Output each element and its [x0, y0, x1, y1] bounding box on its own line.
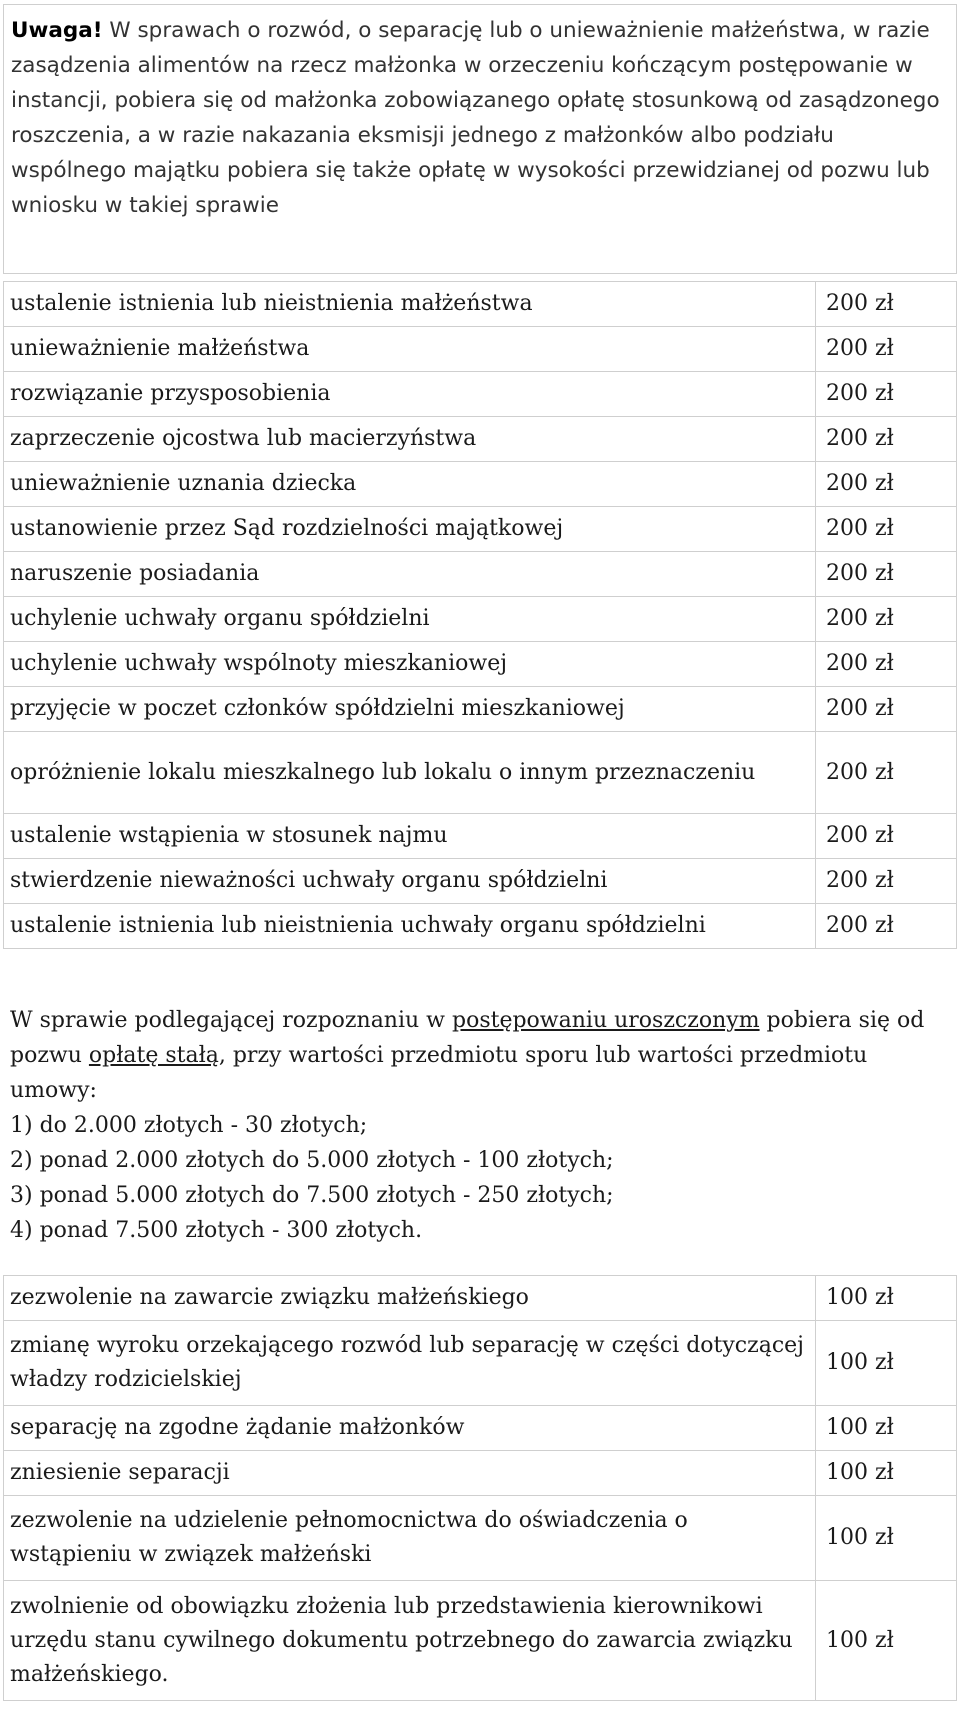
fee-value: 100 zł [816, 1581, 957, 1701]
summary-part-2: pobiera się od pozwu [10, 1008, 925, 1068]
fee-value: 200 zł [816, 552, 957, 597]
table-row [4, 687, 957, 732]
table-row [4, 1451, 957, 1496]
fee-value: 100 zł [816, 1496, 957, 1581]
fee-label: zniesienie separacji [4, 1451, 816, 1496]
table-row [4, 642, 957, 687]
fee-value: 100 zł [816, 1451, 957, 1496]
fee-value: 200 zł [816, 462, 957, 507]
table-row [4, 507, 957, 552]
fee-value: 200 zł [816, 507, 957, 552]
table-row [4, 1321, 957, 1406]
table-row [4, 1276, 957, 1321]
fee-value: 200 zł [816, 282, 957, 327]
table-row [4, 1496, 957, 1581]
fee-value: 200 zł [816, 372, 957, 417]
fee-label: uchylenie uchwały wspólnoty mieszkaniowej [4, 642, 816, 687]
table-row [4, 1581, 957, 1701]
fee-value: 200 zł [816, 904, 957, 949]
fee-label: zwolnienie od obowiązku złożenia lub przedstawienia kierownikowi urzędu stanu cywilnego dokumentu potrzebnego do zawarcia związku małżeńskiego. [4, 1581, 816, 1701]
summary-item: 4) ponad 7.500 złotych - 300 złotych. [10, 1218, 423, 1243]
summary-item: 2) ponad 2.000 złotych do 5.000 złotych - 100 złotych; [10, 1148, 614, 1173]
table-row [4, 462, 957, 507]
fee-label: ustalenie wstąpienia w stosunek najmu [4, 814, 816, 859]
table-row [4, 282, 957, 327]
table-row [4, 732, 957, 814]
fee-value: 100 zł [816, 1406, 957, 1451]
table-row [4, 417, 957, 462]
fee-value: 200 zł [816, 687, 957, 732]
fee-label: separację na zgodne żądanie małżonków [4, 1406, 816, 1451]
fee-label: przyjęcie w poczet członków spółdzielni mieszkaniowej [4, 687, 816, 732]
fee-label: ustalenie istnienia lub nieistnienia uchwały organu spółdzielni [4, 904, 816, 949]
table-row [4, 327, 957, 372]
fee-value: 200 zł [816, 732, 957, 814]
fee-value: 100 zł [816, 1276, 957, 1321]
fee-label: unieważnienie uznania dziecka [4, 462, 816, 507]
summary-text [10, 1003, 950, 1108]
fee-value: 200 zł [816, 859, 957, 904]
fee-label: opróżnienie lokalu mieszkalnego lub lokalu o innym przeznaczeniu [4, 732, 816, 814]
table-row [4, 904, 957, 949]
summary-part-3: , przy wartości przedmiotu sporu lub wartości przedmiotu umowy: [10, 1043, 868, 1103]
fees-table-100 [3, 1275, 957, 1701]
fee-label: naruszenie posiadania [4, 552, 816, 597]
link-oplata-stala[interactable]: opłatę stałą [88, 1043, 219, 1068]
summary-part-1: W sprawie podlegającej rozpoznaniu w [10, 1008, 452, 1033]
summary-paragraph [3, 998, 957, 1275]
summary-item: 1) do 2.000 złotych - 30 złotych; [10, 1113, 368, 1138]
fee-value: 200 zł [816, 597, 957, 642]
table-row [4, 597, 957, 642]
intro-note [3, 4, 957, 274]
fee-label: zmianę wyroku orzekającego rozwód lub separację w części dotyczącej władzy rodzicielskiej [4, 1321, 816, 1406]
fee-value: 100 zł [816, 1321, 957, 1406]
warning-label: Uwaga! [11, 18, 103, 43]
fee-label: ustanowienie przez Sąd rozdzielności majątkowej [4, 507, 816, 552]
fee-label: zaprzeczenie ojcostwa lub macierzyństwa [4, 417, 816, 462]
summary-item: 3) ponad 5.000 złotych do 7.500 złotych - 250 złotych; [10, 1183, 614, 1208]
fee-label: ustalenie istnienia lub nieistnienia małżeństwa [4, 282, 816, 327]
fee-label: rozwiązanie przysposobienia [4, 372, 816, 417]
fees-table-200 [3, 281, 957, 949]
intro-text: W sprawach o rozwód, o separację lub o unieważnienie małżeństwa, w razie zasądzenia alimentów na rzecz małżonka w orzeczeniu kończącym postępowanie w instancji, pobiera się od małżonka zobowiązanego opłatę stosunkową od zasądzonego roszczenia, a w razie nakazania eksmisji jednego z małżonków albo podziału wspólnego majątku pobiera się także opłatę w wysokości przewidzianej od pozwu lub wniosku w takiej sprawie [11, 18, 940, 218]
table-row [4, 859, 957, 904]
table-row [4, 372, 957, 417]
fee-value: 200 zł [816, 417, 957, 462]
fee-label: zezwolenie na udzielenie pełnomocnictwa do oświadczenia o wstąpieniu w związek małżeński [4, 1496, 816, 1581]
table-row [4, 814, 957, 859]
table-row [4, 1406, 957, 1451]
fee-value: 200 zł [816, 642, 957, 687]
fee-label: stwierdzenie nieważności uchwały organu spółdzielni [4, 859, 816, 904]
fee-label: unieważnienie małżeństwa [4, 327, 816, 372]
fee-value: 200 zł [816, 814, 957, 859]
fee-label: zezwolenie na zawarcie związku małżeńskiego [4, 1276, 816, 1321]
fee-label: uchylenie uchwały organu spółdzielni [4, 597, 816, 642]
table-row [4, 552, 957, 597]
fee-value: 200 zł [816, 327, 957, 372]
link-postepowanie-uroszczone[interactable]: postępowaniu uroszczonym [452, 1008, 760, 1033]
